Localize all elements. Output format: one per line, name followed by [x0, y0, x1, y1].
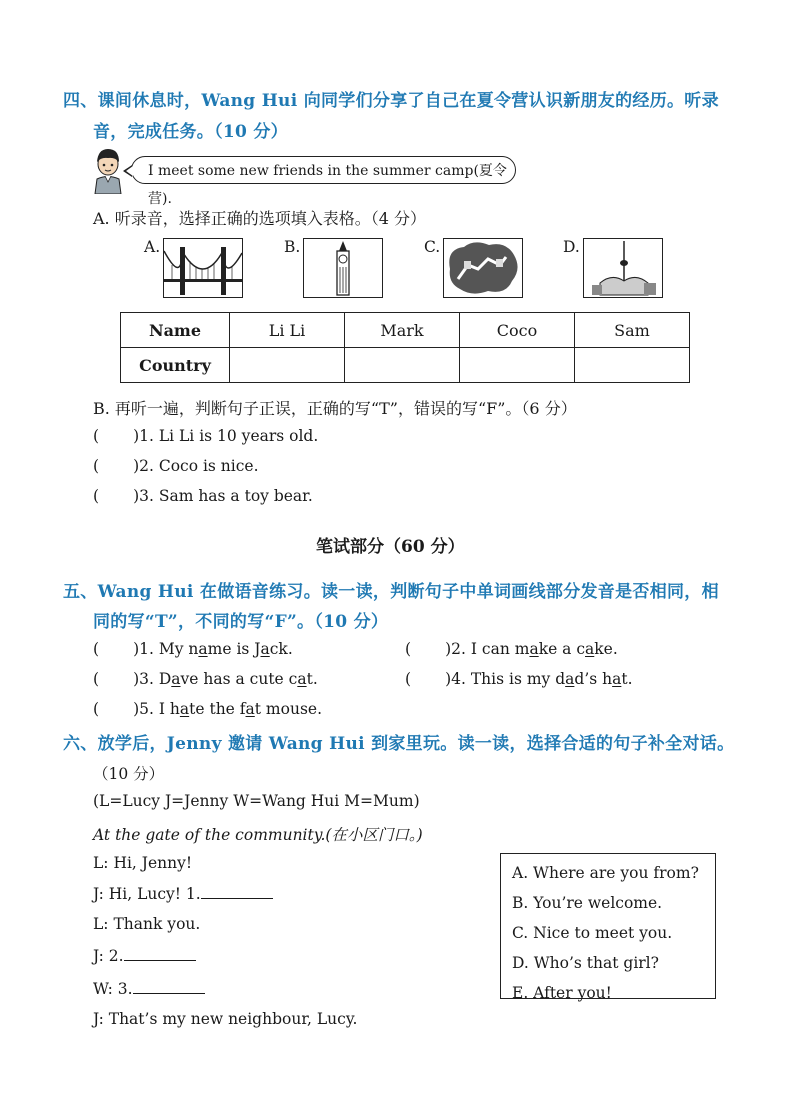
section4-title-line2: 音，完成任务。（10 分） — [93, 122, 288, 142]
picture-label-b: B. — [284, 238, 301, 256]
option-a: A. Where are you from? — [512, 864, 699, 882]
table-row — [121, 348, 690, 383]
answer-bracket[interactable]: ( — [93, 700, 100, 718]
country-answer-cell[interactable] — [345, 348, 460, 383]
tf-item — [93, 427, 318, 445]
name-cell: Li Li — [230, 313, 345, 348]
name-cell: Mark — [345, 313, 460, 348]
row-header-country: Country — [121, 348, 230, 383]
phonics-item: ( )2. I can make a cake. — [405, 640, 618, 658]
phonics-item: ( )4. This is my dad’s hat. — [405, 670, 633, 688]
row-header-name: Name — [121, 313, 230, 348]
name-country-table — [120, 312, 690, 383]
option-b: B. You’re welcome. — [512, 894, 663, 912]
role-legend: (L=Lucy J=Jenny W=Wang Hui M=Mum) — [93, 792, 420, 810]
name-cell: Sam — [575, 313, 690, 348]
country-answer-cell[interactable] — [230, 348, 345, 383]
dialogue-line: L: Hi, Jenny! — [93, 854, 193, 872]
dialogue-line: J: That’s my new neighbour, Lucy. — [93, 1010, 358, 1028]
tf-item-text: 2. Coco is nice. — [139, 457, 259, 475]
speech-bubble — [131, 156, 516, 207]
answer-bracket-close: ) — [133, 457, 140, 475]
picture-label-a: A. — [144, 238, 161, 256]
cn-tower-skyline-icon — [583, 238, 663, 298]
table-row — [121, 313, 690, 348]
section6-score: （10 分） — [93, 765, 165, 783]
great-wall-icon — [443, 238, 523, 298]
phonics-item: ( )5. I hate the fat mouse. — [93, 700, 323, 718]
section5-title-line1: 五、Wang Hui 在做语音练习。读一读，判断句子中单词画线部分发音是否相同，相 — [63, 582, 719, 602]
answer-bracket[interactable]: ( — [93, 640, 100, 658]
tf-item-text: 3. Sam has a toy bear. — [139, 487, 313, 505]
big-ben-icon — [303, 238, 383, 298]
picture-label-d: D. — [563, 238, 580, 256]
section5-title-line2: 同的写“T”，不同的写“F”。（10 分） — [93, 612, 389, 632]
phonics-item: ( )1. My name is Jack. — [93, 640, 293, 658]
section6-title-line1: 六、放学后，Jenny 邀请 Wang Hui 到家里玩。读一读，选择合适的句子补全对话。 — [63, 734, 735, 754]
phonics-item: ( )3. Dave has a cute cat. — [93, 670, 318, 688]
name-cell: Coco — [460, 313, 575, 348]
option-e: E. After you! — [512, 984, 612, 1002]
options-box — [500, 853, 716, 1002]
option-d: D. Who’s that girl? — [512, 954, 659, 972]
picture-label-c: C. — [424, 238, 441, 256]
scene-description: At the gate of the community.(在小区门口。) — [93, 826, 423, 844]
tf-item-text: 1. Li Li is 10 years old. — [139, 427, 319, 445]
part-b-instruction: B. 再听一遍，判断句子正误，正确的写“T”，错误的写“F”。（6 分） — [93, 399, 577, 418]
dialogue-line: J: Hi, Lucy! 1. — [93, 884, 273, 903]
dialogue-line: W: 3. — [93, 979, 205, 998]
answer-blank-3[interactable] — [133, 979, 205, 994]
answer-blank-2[interactable] — [124, 946, 196, 961]
tf-item — [93, 487, 313, 505]
answer-blank-1[interactable] — [201, 884, 273, 899]
answer-bracket[interactable]: ( — [93, 670, 100, 688]
speech-text: I meet some new friends in the summer camp(夏令营). — [148, 163, 507, 207]
written-part-heading: 笔试部分（60 分） — [316, 537, 465, 557]
country-answer-cell[interactable] — [575, 348, 690, 383]
answer-bracket[interactable]: ( — [405, 670, 412, 688]
option-c: C. Nice to meet you. — [512, 924, 673, 942]
dialogue-line: J: 2. — [93, 946, 196, 965]
answer-bracket-open[interactable]: ( — [93, 457, 100, 475]
tf-item — [93, 457, 259, 475]
section4-title-line1: 四、课间休息时，Wang Hui 向同学们分享了自己在夏令营认识新朋友的经历。听录 — [63, 91, 719, 111]
boy-avatar-icon — [90, 146, 126, 194]
answer-bracket-close: ) — [133, 487, 140, 505]
answer-bracket-open[interactable]: ( — [93, 427, 100, 445]
dialogue-line: L: Thank you. — [93, 915, 201, 933]
answer-bracket-open[interactable]: ( — [93, 487, 100, 505]
country-answer-cell[interactable] — [460, 348, 575, 383]
golden-gate-bridge-icon — [163, 238, 243, 298]
answer-bracket[interactable]: ( — [405, 640, 412, 658]
answer-bracket-close: ) — [133, 427, 140, 445]
part-a-instruction: A. 听录音，选择正确的选项填入表格。（4 分） — [93, 209, 426, 228]
